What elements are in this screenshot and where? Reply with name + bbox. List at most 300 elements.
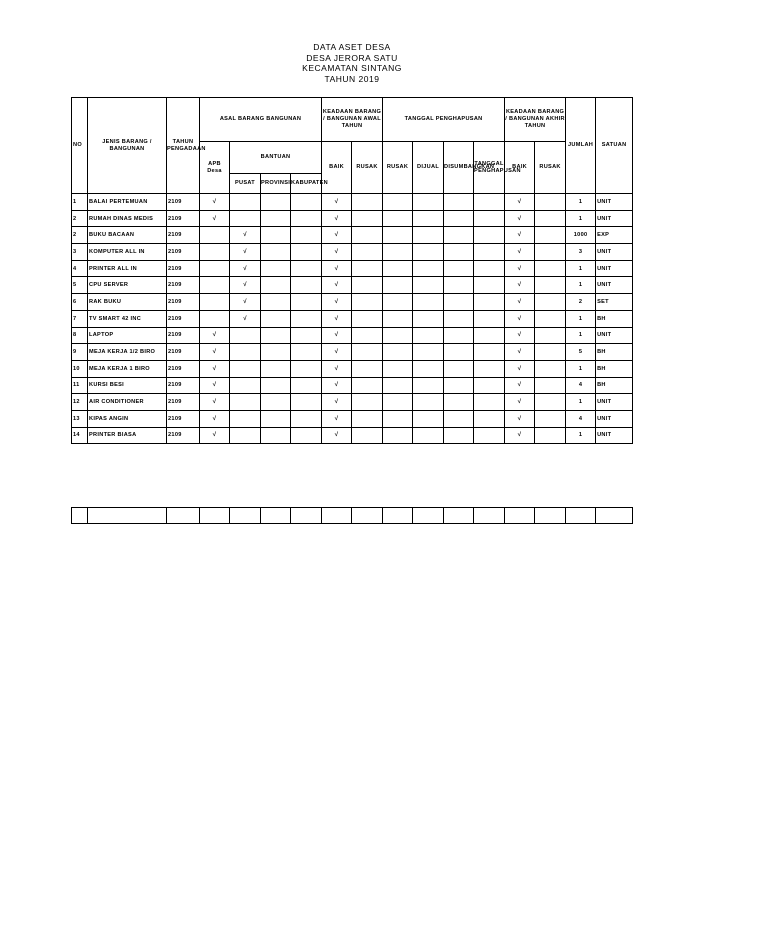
cell-apb: [200, 294, 230, 311]
cell-dijual: [413, 294, 444, 311]
cell-jumlah: 1: [566, 360, 596, 377]
cell-baik-awal: √: [322, 227, 352, 244]
cell-provinsi: [261, 294, 291, 311]
cell-rusak-akhir: [535, 294, 566, 311]
empty-cell: [291, 508, 322, 524]
cell-no: 2: [72, 227, 88, 244]
table-row: [72, 360, 633, 377]
cell-rusak-akhir: [535, 210, 566, 227]
cell-dijual: [413, 394, 444, 411]
cell-satuan: UNIT: [596, 394, 633, 411]
cell-baik-akhir: √: [505, 377, 535, 394]
cell-provinsi: [261, 410, 291, 427]
cell-satuan: EXP: [596, 227, 633, 244]
cell-kabupaten: [291, 344, 322, 361]
cell-rusak-hapus: [383, 227, 413, 244]
cell-jenis: MEJA KERJA 1 BIRO: [88, 360, 167, 377]
cell-disumbangkan: [444, 294, 474, 311]
cell-rusak-hapus: [383, 344, 413, 361]
cell-jenis: BALAI PERTEMUAN: [88, 194, 167, 211]
cell-pusat: √: [230, 277, 261, 294]
cell-apb: √: [200, 344, 230, 361]
cell-rusak-awal: [352, 410, 383, 427]
cell-tahun: 2109: [167, 427, 200, 444]
cell-kabupaten: [291, 294, 322, 311]
table-row: [72, 377, 633, 394]
cell-jenis: KIPAS ANGIN: [88, 410, 167, 427]
cell-baik-akhir: √: [505, 294, 535, 311]
cell-no: 5: [72, 277, 88, 294]
header-asal: ASAL BARANG BANGUNAN: [200, 98, 322, 142]
cell-rusak-hapus: [383, 427, 413, 444]
cell-jumlah: 1: [566, 260, 596, 277]
cell-apb: √: [200, 377, 230, 394]
cell-apb: √: [200, 427, 230, 444]
cell-jenis: AIR CONDITIONER: [88, 394, 167, 411]
cell-rusak-awal: [352, 210, 383, 227]
empty-cell: [413, 508, 444, 524]
table-row: [72, 427, 633, 444]
cell-baik-awal: √: [322, 294, 352, 311]
cell-kabupaten: [291, 244, 322, 261]
cell-rusak-akhir: [535, 394, 566, 411]
cell-disumbangkan: [444, 327, 474, 344]
cell-disumbangkan: [444, 260, 474, 277]
table-row: [72, 210, 633, 227]
cell-rusak-hapus: [383, 260, 413, 277]
cell-rusak-hapus: [383, 244, 413, 261]
header-bantuan: BANTUAN: [230, 142, 322, 174]
cell-provinsi: [261, 310, 291, 327]
cell-kabupaten: [291, 327, 322, 344]
empty-cell: [596, 508, 633, 524]
cell-jumlah: 5: [566, 344, 596, 361]
cell-tanggal-pengh: [474, 427, 505, 444]
header-jumlah: JUMLAH: [566, 98, 596, 194]
empty-cell: [566, 508, 596, 524]
cell-dijual: [413, 327, 444, 344]
cell-dijual: [413, 277, 444, 294]
empty-cell: [200, 508, 230, 524]
empty-row: [72, 508, 633, 524]
cell-kabupaten: [291, 227, 322, 244]
cell-rusak-awal: [352, 394, 383, 411]
cell-tahun: 2109: [167, 194, 200, 211]
cell-jenis: RAK BUKU: [88, 294, 167, 311]
cell-pusat: [230, 394, 261, 411]
cell-provinsi: [261, 244, 291, 261]
cell-satuan: UNIT: [596, 327, 633, 344]
cell-provinsi: [261, 210, 291, 227]
cell-satuan: UNIT: [596, 210, 633, 227]
cell-provinsi: [261, 227, 291, 244]
cell-rusak-awal: [352, 277, 383, 294]
cell-rusak-hapus: [383, 277, 413, 294]
cell-no: 3: [72, 244, 88, 261]
table-header: [72, 98, 633, 194]
cell-rusak-akhir: [535, 227, 566, 244]
table-row: [72, 194, 633, 211]
cell-kabupaten: [291, 310, 322, 327]
cell-tanggal-pengh: [474, 277, 505, 294]
cell-tanggal-pengh: [474, 360, 505, 377]
cell-tanggal-pengh: [474, 310, 505, 327]
cell-rusak-awal: [352, 260, 383, 277]
cell-rusak-hapus: [383, 310, 413, 327]
cell-kabupaten: [291, 210, 322, 227]
table-row: [72, 394, 633, 411]
cell-jenis: PRINTER BIASA: [88, 427, 167, 444]
cell-kabupaten: [291, 394, 322, 411]
cell-kabupaten: [291, 260, 322, 277]
cell-pusat: √: [230, 260, 261, 277]
cell-rusak-awal: [352, 194, 383, 211]
cell-kabupaten: [291, 360, 322, 377]
header-tanggal-pengh: TANGGAL PENGHAPUSAN: [474, 142, 505, 194]
cell-rusak-hapus: [383, 210, 413, 227]
cell-apb: [200, 277, 230, 294]
cell-disumbangkan: [444, 277, 474, 294]
header-no: NO: [72, 98, 88, 194]
table-row: [72, 227, 633, 244]
cell-jenis: KOMPUTER ALL IN: [88, 244, 167, 261]
cell-baik-awal: √: [322, 360, 352, 377]
cell-provinsi: [261, 277, 291, 294]
empty-cell: [261, 508, 291, 524]
cell-provinsi: [261, 260, 291, 277]
cell-jumlah: 1: [566, 194, 596, 211]
header-satuan: SATUAN: [596, 98, 633, 194]
empty-cell: [88, 508, 167, 524]
cell-dijual: [413, 360, 444, 377]
cell-pusat: [230, 194, 261, 211]
cell-tahun: 2109: [167, 410, 200, 427]
cell-tanggal-pengh: [474, 344, 505, 361]
cell-satuan: UNIT: [596, 260, 633, 277]
empty-cell: [322, 508, 352, 524]
cell-jumlah: 1: [566, 310, 596, 327]
cell-rusak-akhir: [535, 344, 566, 361]
cell-jenis: LAPTOP: [88, 327, 167, 344]
cell-baik-akhir: √: [505, 427, 535, 444]
cell-disumbangkan: [444, 377, 474, 394]
cell-rusak-hapus: [383, 294, 413, 311]
cell-jumlah: 3: [566, 244, 596, 261]
cell-jumlah: 1: [566, 327, 596, 344]
header-dijual: DIJUAL: [413, 142, 444, 194]
cell-apb: √: [200, 360, 230, 377]
empty-cell: [383, 508, 413, 524]
empty-cell: [230, 508, 261, 524]
cell-baik-akhir: √: [505, 394, 535, 411]
cell-dijual: [413, 310, 444, 327]
title-line-3: KECAMATAN SINTANG: [302, 63, 402, 73]
cell-jenis: PRINTER ALL IN: [88, 260, 167, 277]
empty-cell: [474, 508, 505, 524]
cell-pusat: √: [230, 244, 261, 261]
empty-cell: [352, 508, 383, 524]
cell-pusat: [230, 360, 261, 377]
cell-baik-awal: √: [322, 210, 352, 227]
document-title: [202, 42, 502, 84]
cell-baik-awal: √: [322, 244, 352, 261]
cell-pusat: √: [230, 227, 261, 244]
cell-jumlah: 1: [566, 427, 596, 444]
cell-rusak-awal: [352, 310, 383, 327]
cell-no: 6: [72, 294, 88, 311]
header-pusat: PUSAT: [230, 174, 261, 194]
cell-no: 13: [72, 410, 88, 427]
empty-cell: [167, 508, 200, 524]
cell-kabupaten: [291, 410, 322, 427]
cell-baik-akhir: √: [505, 244, 535, 261]
header-kabupaten: KABUPATEN: [291, 174, 322, 194]
table-row: [72, 277, 633, 294]
cell-provinsi: [261, 377, 291, 394]
cell-apb: [200, 227, 230, 244]
cell-jenis: TV SMART 42 INC: [88, 310, 167, 327]
table-row: [72, 244, 633, 261]
cell-disumbangkan: [444, 244, 474, 261]
table-row: [72, 310, 633, 327]
cell-baik-awal: √: [322, 327, 352, 344]
cell-baik-awal: √: [322, 394, 352, 411]
cell-disumbangkan: [444, 344, 474, 361]
header-tanggal-penghapusan: TANGGAL PENGHAPUSAN: [383, 98, 505, 142]
cell-baik-akhir: √: [505, 210, 535, 227]
cell-rusak-akhir: [535, 427, 566, 444]
cell-tanggal-pengh: [474, 210, 505, 227]
title-line-4: TAHUN 2019: [324, 73, 380, 84]
cell-tahun: 2109: [167, 310, 200, 327]
cell-rusak-hapus: [383, 327, 413, 344]
cell-baik-awal: √: [322, 427, 352, 444]
cell-no: 4: [72, 260, 88, 277]
cell-kabupaten: [291, 277, 322, 294]
cell-jumlah: 4: [566, 377, 596, 394]
cell-apb: [200, 310, 230, 327]
header-rusak-hapus: RUSAK: [383, 142, 413, 194]
empty-cell: [535, 508, 566, 524]
cell-pusat: [230, 327, 261, 344]
cell-jenis: MEJA KERJA 1/2 BIRO: [88, 344, 167, 361]
cell-dijual: [413, 344, 444, 361]
cell-provinsi: [261, 194, 291, 211]
cell-provinsi: [261, 427, 291, 444]
cell-satuan: UNIT: [596, 410, 633, 427]
cell-rusak-hapus: [383, 194, 413, 211]
cell-rusak-akhir: [535, 310, 566, 327]
cell-provinsi: [261, 360, 291, 377]
cell-tahun: 2109: [167, 327, 200, 344]
cell-tahun: 2109: [167, 294, 200, 311]
cell-tahun: 2109: [167, 360, 200, 377]
cell-jumlah: 2: [566, 294, 596, 311]
cell-rusak-awal: [352, 427, 383, 444]
cell-rusak-awal: [352, 377, 383, 394]
table-row: [72, 260, 633, 277]
cell-dijual: [413, 210, 444, 227]
cell-provinsi: [261, 344, 291, 361]
cell-jumlah: 1: [566, 394, 596, 411]
cell-baik-akhir: √: [505, 227, 535, 244]
cell-provinsi: [261, 394, 291, 411]
cell-rusak-awal: [352, 360, 383, 377]
cell-apb: [200, 244, 230, 261]
cell-rusak-akhir: [535, 244, 566, 261]
title-line-1: DATA ASET DESA: [313, 42, 391, 52]
cell-tahun: 2109: [167, 344, 200, 361]
cell-rusak-awal: [352, 294, 383, 311]
cell-rusak-akhir: [535, 360, 566, 377]
cell-dijual: [413, 377, 444, 394]
empty-cell: [444, 508, 474, 524]
cell-dijual: [413, 260, 444, 277]
cell-pusat: [230, 377, 261, 394]
cell-rusak-hapus: [383, 410, 413, 427]
cell-no: 12: [72, 394, 88, 411]
cell-no: 7: [72, 310, 88, 327]
cell-baik-awal: √: [322, 277, 352, 294]
cell-jenis: CPU SERVER: [88, 277, 167, 294]
cell-disumbangkan: [444, 227, 474, 244]
cell-apb: √: [200, 394, 230, 411]
cell-disumbangkan: [444, 360, 474, 377]
cell-satuan: SET: [596, 294, 633, 311]
cell-rusak-awal: [352, 344, 383, 361]
cell-tahun: 2109: [167, 210, 200, 227]
cell-disumbangkan: [444, 310, 474, 327]
cell-satuan: BH: [596, 377, 633, 394]
cell-satuan: UNIT: [596, 194, 633, 211]
cell-jumlah: 1000: [566, 227, 596, 244]
cell-dijual: [413, 427, 444, 444]
cell-baik-awal: √: [322, 377, 352, 394]
cell-tahun: 2109: [167, 394, 200, 411]
header-tahun: TAHUN PENGADAAN: [167, 98, 200, 194]
cell-tanggal-pengh: [474, 194, 505, 211]
cell-satuan: UNIT: [596, 277, 633, 294]
cell-rusak-hapus: [383, 360, 413, 377]
cell-apb: √: [200, 194, 230, 211]
cell-disumbangkan: [444, 394, 474, 411]
cell-pusat: [230, 210, 261, 227]
cell-tanggal-pengh: [474, 327, 505, 344]
cell-disumbangkan: [444, 194, 474, 211]
asset-table: [71, 97, 633, 444]
cell-tanggal-pengh: [474, 227, 505, 244]
cell-tanggal-pengh: [474, 410, 505, 427]
cell-rusak-akhir: [535, 377, 566, 394]
cell-apb: √: [200, 210, 230, 227]
cell-tanggal-pengh: [474, 260, 505, 277]
header-provinsi: PROVINSI: [261, 174, 291, 194]
cell-rusak-awal: [352, 327, 383, 344]
cell-tanggal-pengh: [474, 377, 505, 394]
table-row: [72, 344, 633, 361]
cell-jenis: KURSI BESI: [88, 377, 167, 394]
table-row: [72, 410, 633, 427]
cell-jumlah: 1: [566, 210, 596, 227]
cell-baik-awal: √: [322, 410, 352, 427]
cell-tanggal-pengh: [474, 394, 505, 411]
cell-pusat: [230, 344, 261, 361]
header-keadaan-akhir: KEADAAN BARANG / BANGUNAN AKHIR TAHUN: [505, 98, 566, 142]
cell-no: 1: [72, 194, 88, 211]
cell-baik-awal: √: [322, 260, 352, 277]
cell-rusak-akhir: [535, 277, 566, 294]
title-line-2: DESA JERORA SATU: [306, 52, 398, 63]
cell-dijual: [413, 194, 444, 211]
cell-dijual: [413, 244, 444, 261]
cell-kabupaten: [291, 377, 322, 394]
cell-baik-akhir: √: [505, 277, 535, 294]
cell-kabupaten: [291, 427, 322, 444]
cell-pusat: [230, 427, 261, 444]
cell-rusak-hapus: [383, 377, 413, 394]
cell-satuan: BH: [596, 344, 633, 361]
cell-no: 14: [72, 427, 88, 444]
cell-no: 11: [72, 377, 88, 394]
cell-tanggal-pengh: [474, 294, 505, 311]
cell-jumlah: 1: [566, 277, 596, 294]
cell-baik-awal: √: [322, 310, 352, 327]
cell-pusat: √: [230, 294, 261, 311]
cell-pusat: √: [230, 310, 261, 327]
empty-cell: [72, 508, 88, 524]
cell-jumlah: 4: [566, 410, 596, 427]
empty-table-row: [71, 507, 633, 524]
header-rusak-akhir: RUSAK: [535, 142, 566, 194]
cell-rusak-hapus: [383, 394, 413, 411]
cell-provinsi: [261, 327, 291, 344]
cell-satuan: UNIT: [596, 427, 633, 444]
cell-tahun: 2109: [167, 227, 200, 244]
cell-apb: √: [200, 410, 230, 427]
cell-kabupaten: [291, 194, 322, 211]
table-body: [72, 194, 633, 444]
cell-disumbangkan: [444, 210, 474, 227]
header-jenis: JENIS BARANG / BANGUNAN: [88, 98, 167, 194]
cell-tahun: 2109: [167, 377, 200, 394]
header-keadaan-awal: KEADAAN BARANG / BANGUNAN AWAL TAHUN: [322, 98, 383, 142]
header-disumbangkan: DISUMBANGKAN: [444, 142, 474, 194]
cell-disumbangkan: [444, 410, 474, 427]
header-rusak-awal: RUSAK: [352, 142, 383, 194]
cell-dijual: [413, 227, 444, 244]
cell-jenis: RUMAH DINAS MEDIS: [88, 210, 167, 227]
cell-baik-akhir: √: [505, 194, 535, 211]
empty-cell: [505, 508, 535, 524]
cell-rusak-akhir: [535, 194, 566, 211]
cell-satuan: BH: [596, 360, 633, 377]
cell-no: 8: [72, 327, 88, 344]
table-row: [72, 294, 633, 311]
cell-baik-akhir: √: [505, 344, 535, 361]
cell-rusak-akhir: [535, 410, 566, 427]
cell-apb: [200, 260, 230, 277]
cell-apb: √: [200, 327, 230, 344]
cell-rusak-awal: [352, 227, 383, 244]
cell-rusak-akhir: [535, 327, 566, 344]
table-row: [72, 327, 633, 344]
cell-jenis: BUKU BACAAN: [88, 227, 167, 244]
cell-dijual: [413, 410, 444, 427]
cell-baik-akhir: √: [505, 327, 535, 344]
cell-baik-akhir: √: [505, 260, 535, 277]
cell-no: 10: [72, 360, 88, 377]
cell-satuan: UNIT: [596, 244, 633, 261]
